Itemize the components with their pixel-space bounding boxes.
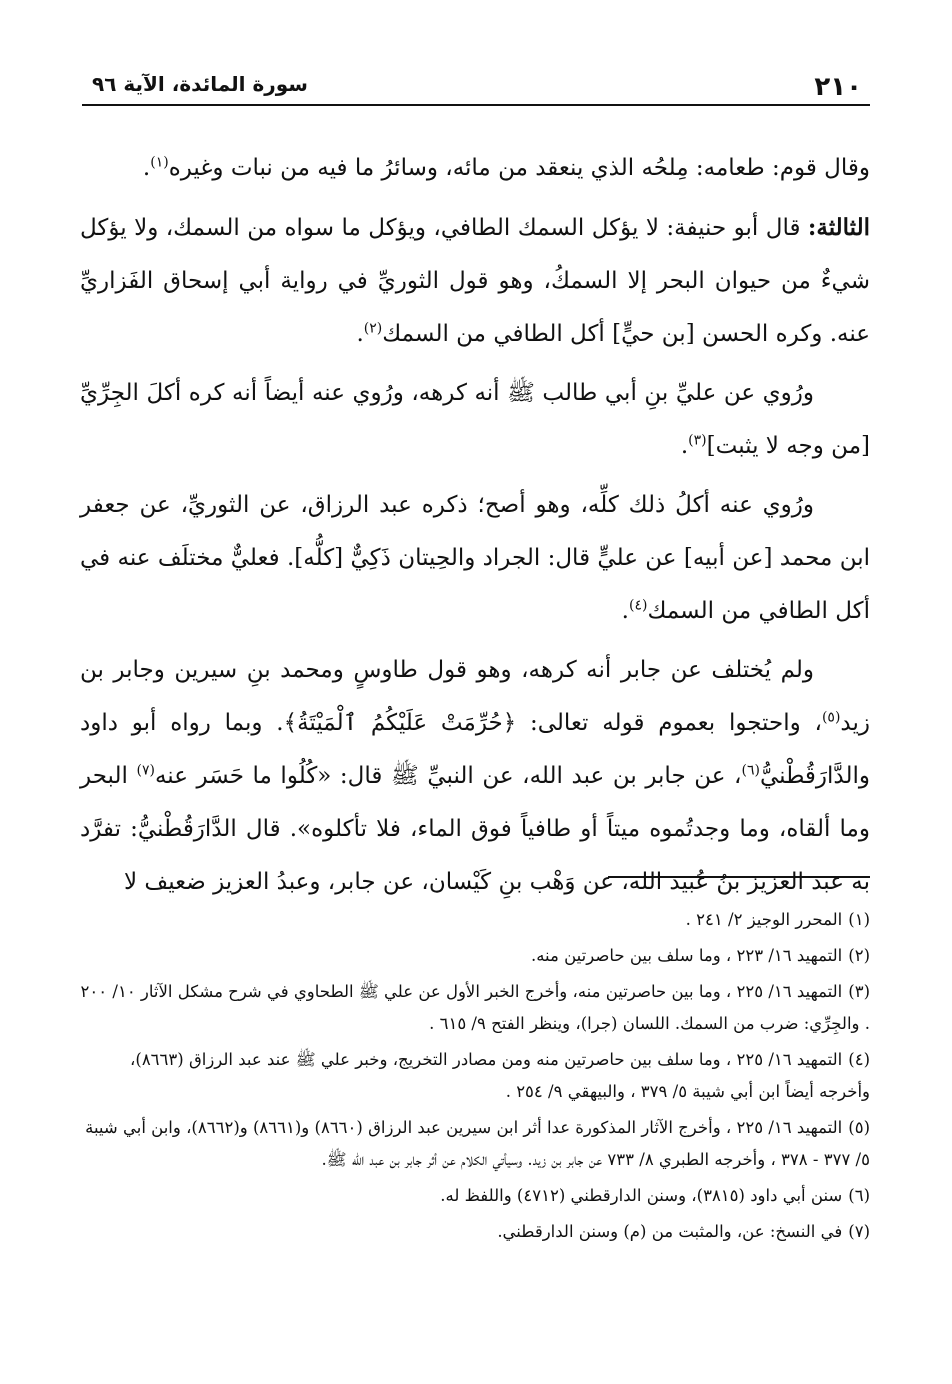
footnote-item: [80, 1112, 870, 1176]
page-number: ٢١٠: [814, 72, 862, 102]
footnote-number: (٥): [848, 1118, 870, 1137]
paragraph-text: ولم يُختلف عن جابر أنه كرهه، وهو قول طاوسٍ ومحمد بنِ سيرين وجابر بن زيد: [80, 657, 870, 736]
paragraph-5: [80, 644, 870, 909]
paragraph-text: قال أبو حنيفة: لا يؤكل السمك الطافي، ويؤكل ما سواه من السمك، ولا يؤكل شيءٌ من حيوان البحر إلا السمكُ، وهو قول الثوريِّ في رواية أبي إسحاق الفَزاريِّ عنه. وكره الحسن [بن حيٍّ] أكل الطافي من السمك: [80, 215, 870, 347]
paragraph-text: ورُوي عنه أكلُ ذلك كلِّه، وهو أصح؛ ذكره عبد الرزاق، عن الثوريِّ، عن جعفر ابن محمد [عن أبيه] عن عليٍّ قال: الجراد والحِيتان ذَكِيٌّ [كلُّه]. فعليٌّ مختلَف عنه في أكل الطافي من السمك: [80, 492, 870, 624]
paragraph-text: ، واحتجوا بعموم قوله تعالى: ﴿حُرِّمَتْ عَلَيْكُمُ ٱلْمَيْتَةُ﴾. وبما رواه أبو داود والدَّارَقُطْنيُّ: [80, 710, 871, 789]
paragraph-text: البحر وما ألقاه، وما وجدتُموه ميتاً أو طافياً فوق الماء، فلا تأكلوه». قال الدَّارَقُطْنيُّ: تفرَّد به عبد العزيز بنُ عُبيد الله، عن وَهْب بنِ كَيْسان، عن جابر، وعبدُ العزيز ضعيف لا: [80, 763, 870, 895]
page-header: [82, 68, 870, 104]
footnote-text: سنن أبي داود (٣٨١٥)، وسنن الدارقطني (٤٧١٢) واللفظ له.: [440, 1186, 843, 1205]
footnote-number: (١): [848, 910, 870, 929]
footnote-text: المحرر الوجيز ٢/ ٢٤١ .: [685, 910, 843, 929]
paragraph-3: [80, 367, 870, 473]
paragraph-text: وقال قوم: طعامه: مِلحُه الذي ينعقد من مائه، وسائرُ ما فيه من نبات وغيره: [168, 155, 870, 181]
footnote-ref[interactable]: (٣): [688, 432, 707, 449]
footnote-text: التمهيد ١٦/ ٢٢٣ ، وما سلف بين حاصرتين منه.: [530, 946, 843, 965]
paragraph-end: .: [680, 433, 689, 459]
paragraph-text: ، عن جابر بن عبد الله، عن النبيِّ ﷺ قال: «كُلُوا ما حَسَر عنه: [154, 763, 742, 789]
footnote-ref[interactable]: (٦): [741, 762, 760, 779]
footnote-item: [80, 1044, 870, 1108]
footnote-ref[interactable]: (١): [150, 154, 169, 171]
section-lead: الثالثة:: [807, 214, 870, 241]
paragraph-2: [80, 201, 870, 361]
footnote-text: في النسخ: عن، والمثبت من (م) وسنن الدارقطني.: [497, 1222, 843, 1241]
footnote-ref[interactable]: (٤): [628, 597, 648, 614]
paragraph-text: ورُوي عن عليِّ بنِ أبي طالب ﷺ أنه كرهه، ورُوي عنه أيضاً أنه كره أكلَ الجِرِّيِّ [من وجه لا يثبت]: [80, 380, 870, 459]
paragraph-end: .: [142, 155, 151, 181]
footnote-ref[interactable]: (٢): [363, 320, 383, 337]
footnote-item: [80, 1216, 870, 1248]
footnote-number: (٣): [848, 982, 870, 1001]
footnote-text: التمهيد ١٦/ ٢٢٥ ، وأخرج الآثار المذكورة عدا أثر ابن سيرين عبد الرزاق (٨٦٦٠) و(٨٦٦١) و(٨٦٦٢)، وابن أبي شيبة ٥/ ٣٧٧ - ٣٧٨ ، وأخرجه الطبري ٨/ ٧٣٣ عن جابر بن زيد. وسيأتي الكلام عن أثر جابر بن عبد الله ﷺ.: [85, 1118, 870, 1169]
footnotes: [80, 904, 870, 1252]
footnote-ref[interactable]: (٧): [136, 762, 155, 779]
footnote-item: [80, 904, 870, 936]
footnote-number: (٦): [848, 1186, 870, 1205]
footnote-number: (٢): [848, 946, 870, 965]
footnote-text: التمهيد ١٦/ ٢٢٥ ، وما سلف بين حاصرتين منه ومن مصادر التخريج، وخبر علي ﷺ عند عبد الرزاق (٨٦٦٣)، وأخرجه أيضاً ابن أبي شيبة ٥/ ٣٧٩ ، والبيهقي ٩/ ٢٥٤ .: [130, 1050, 870, 1101]
paragraph-1: [80, 142, 870, 195]
footnote-ref[interactable]: (٥): [821, 709, 841, 726]
footnote-item: [80, 976, 870, 1040]
running-title: سورة المائدة، الآية ٩٦: [92, 72, 308, 96]
header-rule: [82, 104, 870, 106]
footnote-number: (٤): [848, 1050, 870, 1069]
footnote-number: (٧): [848, 1222, 870, 1241]
main-text: [80, 142, 870, 915]
footnote-item: [80, 1180, 870, 1212]
paragraph-end: .: [621, 598, 629, 624]
footnote-text: التمهيد ١٦/ ٢٢٥ ، وما بين حاصرتين منه، وأخرج الخبر الأول عن علي ﷺ الطحاوي في شرح مشكل الآثار ١٠/ ٢٠٠ . والجِرِّي: ضرب من السمك. اللسان (جرا)، وينظر الفتح ٩/ ٦١٥ .: [80, 982, 870, 1033]
paragraph-4: [80, 479, 870, 638]
footnote-separator: [608, 876, 870, 878]
footnote-item: [80, 940, 870, 972]
paragraph-end: .: [356, 321, 364, 347]
